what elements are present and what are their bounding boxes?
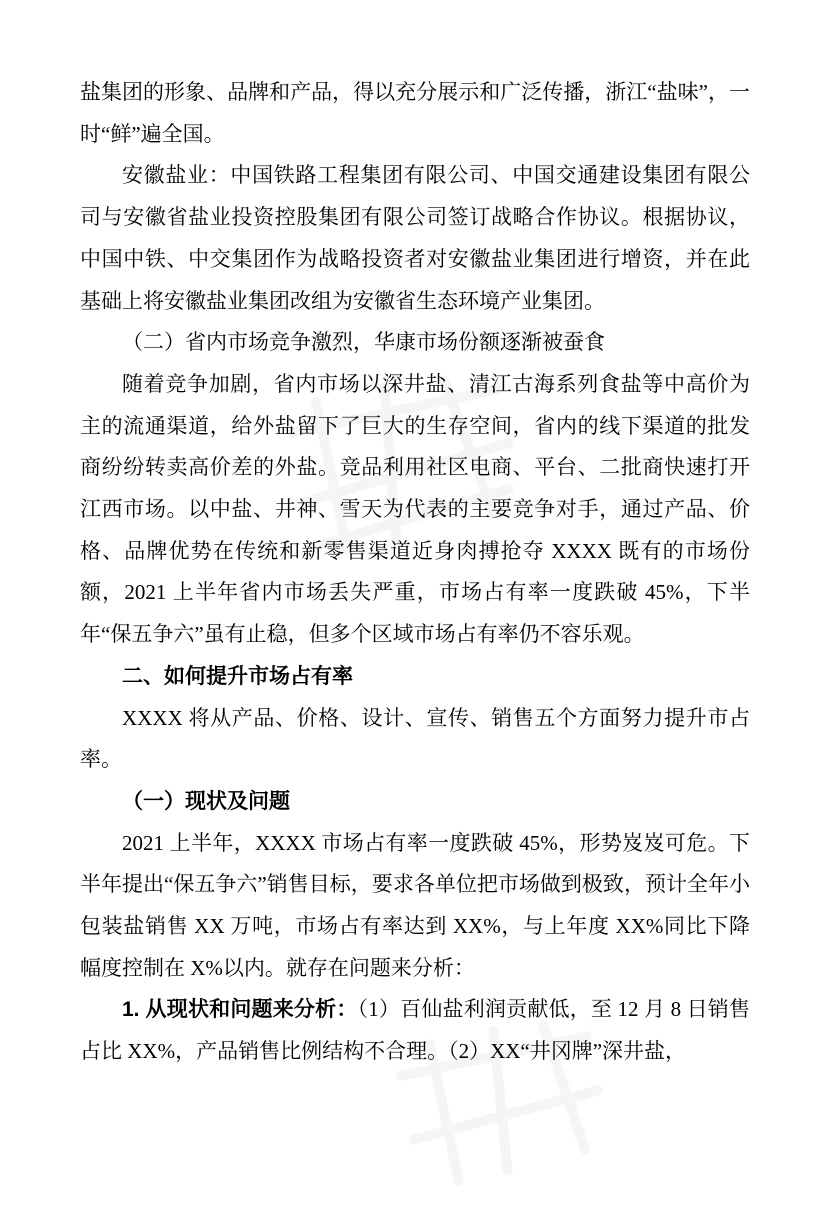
subsection-heading-status-issues: （一）现状及问题 — [122, 789, 290, 813]
paragraph-competition: 随着竞争加剧，省内市场以深井盐、清江古海系列食盐等中高价为主的流通渠道，给外盐留下了巨大的生存空间，省内的线下渠道的批发商纷纷转卖高价差的外盐。竞品利用社区电商、平台、二批商快速打开江西市场。以中盐、井神、雪天为代表的主要竞争对手，通过产品、价格、品牌优势在传统和新零售渠道近身肉搏抢夺 XXXX 既有的市场份额，2021 上半年省内市场丢失严重，市场占有率一度跌破 45%，下半年“保五争六”虽有止稳，但多个区域市场占有率仍不容乐观。 — [80, 371, 750, 647]
section-heading-market-share: 二、如何提升市场占有率 — [122, 664, 353, 688]
list-item-lead: 1. 从现状和问题来分析： — [122, 998, 358, 1022]
paragraph-five-aspects: XXXX 将从产品、价格、设计、宣传、销售五个方面努力提升市占率。 — [80, 705, 750, 772]
paragraph-anhui-salt: 安徽盐业：中国铁路工程集团有限公司、中国交通建设集团有限公司与安徽省盐业投资控股集团有限公司签订战略合作协议。根据协议，中国中铁、中交集团作为战略投资者对安徽盐业集团进行增资，并在此基础上将安徽盐业集团改组为安徽省生态环境产业集团。 — [80, 163, 750, 313]
list-item-rest: （1）百仙盐利润贡献低，至 12 月 8 日销售占比 XX%，产品销售比例结构不合理。（2）XX“井冈牌”深井盐， — [80, 997, 750, 1064]
paragraph-continuation: 盐集团的形象、品牌和产品，得以充分展示和广泛传播，浙江“盐味”，一时“鲜”遍全国。 — [80, 80, 750, 146]
subheading-section-two: （二）省内市场竞争激烈，华康市场份额逐渐被蚕食 — [122, 330, 605, 355]
paragraph-status: 2021 上半年，XXXX 市场占有率一度跌破 45%，形势岌岌可危。下半年提出“保五争六”销售目标，要求各单位把市场做到极致，预计全年小包装盐销售 XX 万吨，市场占有率达到 XX%，与上年度 XX%同比下降幅度控制在 X%以内。就存在问题来分析： — [80, 830, 750, 980]
paragraph-analysis — [80, 989, 750, 1072]
